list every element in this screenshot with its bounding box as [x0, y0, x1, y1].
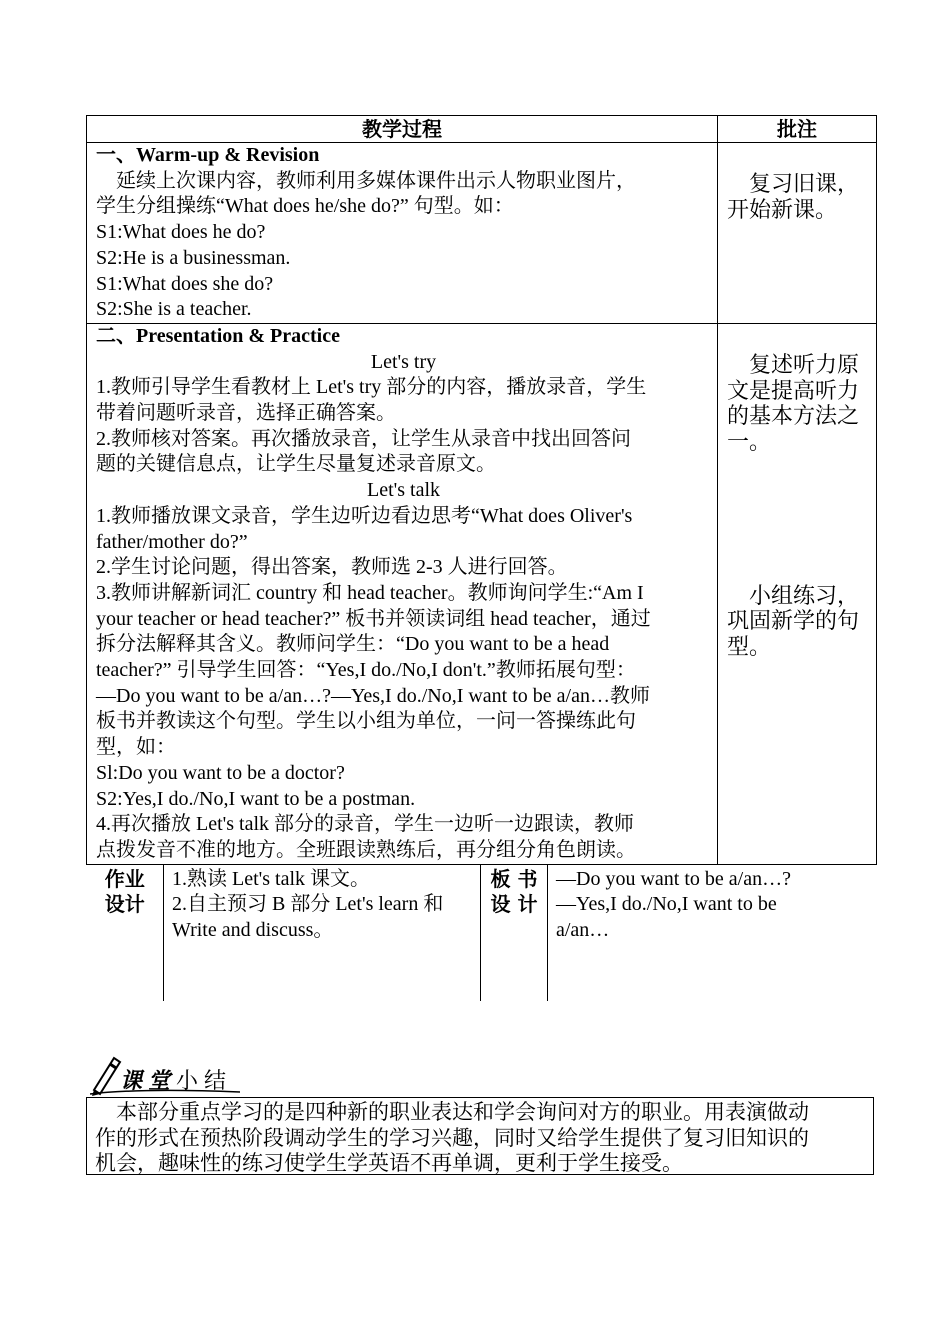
talk-line: teacher?” 引导学生回答：“Yes,I do./No,I don't.”教师拓展句型： [96, 659, 636, 682]
presentation-note-cell [718, 323, 877, 864]
warmup-title: 一、Warm-up & Revision [96, 144, 320, 166]
warmup-line: 延续上次课内容，教师利用多媒体课件出示人物职业图片， [96, 169, 636, 192]
board-label-line: 设 计 [490, 891, 538, 916]
note-line: 巩固新学的句 [727, 608, 860, 634]
presentation-cell [87, 323, 718, 864]
homework-content [164, 865, 481, 1001]
summary-title-char: 小 [176, 1069, 205, 1094]
note-line: 小组练习， [727, 582, 860, 608]
talk-line: 板书并教读这个句型。学生以小组为单位，一问一答操练此句 [96, 710, 636, 733]
note-line: 文是提高听力 [727, 377, 860, 403]
talk-line: 点拨发音不准的地方。全班跟读熟练后，再分组分角色朗读。 [96, 838, 636, 861]
talk-line: Sl:Do you want to be a doctor? [96, 761, 345, 784]
talk-line: S2:Yes,I do./No,I want to be a postman. [96, 787, 416, 810]
warmup-note-line: 复习旧课， [727, 171, 860, 196]
try-line: 1.教师引导学生看教材上 Let's try 部分的内容，播放录音，学生 [96, 376, 647, 399]
warmup-line: S2:He is a businessman. [96, 246, 291, 269]
warmup-note-line: 开始新课。 [727, 196, 838, 222]
board-line: a/an… [556, 918, 610, 941]
note-line: 的基本方法之 [727, 403, 860, 429]
talk-line: 4.再次播放 Let's talk 部分的录音，学生一边听一边跟读，教师 [96, 813, 635, 836]
talk-line: 3.教师讲解新词汇 country 和 head teacher。教师询问学生:“Am I [96, 581, 644, 604]
talk-line: 1.教师播放课文录音，学生边听边看边思考“What does Oliver's [96, 504, 633, 527]
note-line: 型。 [727, 634, 772, 660]
lets-talk-heading: Let's talk [366, 479, 441, 502]
homework-label-line: 作业 [104, 866, 145, 891]
note-line: 一。 [727, 429, 772, 455]
summary-box [86, 1097, 874, 1175]
board-label [481, 865, 548, 1001]
presentation-title: 二、Presentation & Practice [96, 324, 340, 347]
board-line: —Do you want to be a/an…? [556, 867, 791, 890]
summary-line: 机会，趣味性的练习使学生学英语不再单调，更利于学生接受。 [95, 1151, 683, 1175]
board-content [548, 865, 877, 1001]
board-label-line: 板 书 [490, 866, 538, 891]
summary-line: 本部分重点学习的是四种新的职业表达和学会询问对方的职业。用表演做动 [95, 1100, 809, 1124]
warmup-line: S1:What does she do? [96, 272, 274, 295]
warmup-note-cell [718, 143, 877, 324]
bottom-row [87, 864, 877, 1001]
talk-line: 拆分法解释其含义。教师问学生：“Do you want to be a head [96, 633, 610, 656]
summary-title-char: 结 [204, 1069, 233, 1094]
warmup-cell [87, 143, 718, 324]
warmup-line: 学生分组操练“What does he/she do?” 句型。如： [96, 195, 514, 218]
summary-line: 作的形式在预热阶段调动学生的学习兴趣，同时又给学生提供了复习旧知识的 [95, 1125, 809, 1150]
summary-heading [90, 1052, 250, 1096]
talk-line: father/mother do?” [96, 530, 248, 553]
homework-line: Write and discuss。 [172, 918, 334, 941]
talk-line: —Do you want to be a/an…?—Yes,I do./No,I want to be a/an…教师 [96, 684, 650, 707]
board-line: —Yes,I do./No,I want to be [556, 893, 777, 916]
notes-header: 批注 [718, 116, 877, 143]
try-line: 带着问题听录音，选择正确答案。 [96, 402, 396, 425]
note-line: 复述听力原 [727, 351, 860, 377]
lets-try-heading: Let's try [370, 350, 437, 373]
talk-line: 2.学生讨论问题，得出答案，教师选 2-3 人进行回答。 [96, 556, 568, 579]
warmup-line: S2:She is a teacher. [96, 298, 252, 321]
homework-line: 2.自主预习 B 部分 Let's learn 和 [172, 893, 444, 916]
homework-label [87, 865, 164, 1001]
talk-line: 型，如： [96, 736, 176, 759]
summary-title-char: 堂 [148, 1069, 177, 1094]
homework-line: 1.熟读 Let's talk 课文。 [172, 867, 371, 890]
talk-line: your teacher or head teacher?” 板书并领读词组 head teacher，通过 [96, 607, 651, 630]
homework-label-line: 设计 [104, 891, 145, 916]
warmup-line: S1:What does he do? [96, 221, 266, 244]
try-line: 题的关键信息点，让学生尽量复述录音原文。 [96, 453, 496, 476]
process-header: 教学过程 [87, 116, 718, 143]
try-line: 2.教师核对答案。再次播放录音，让学生从录音中找出回答问 [96, 427, 631, 450]
summary-title-char: 课 [120, 1069, 149, 1094]
homework-board-table [87, 865, 877, 1001]
lesson-table [86, 115, 877, 1001]
